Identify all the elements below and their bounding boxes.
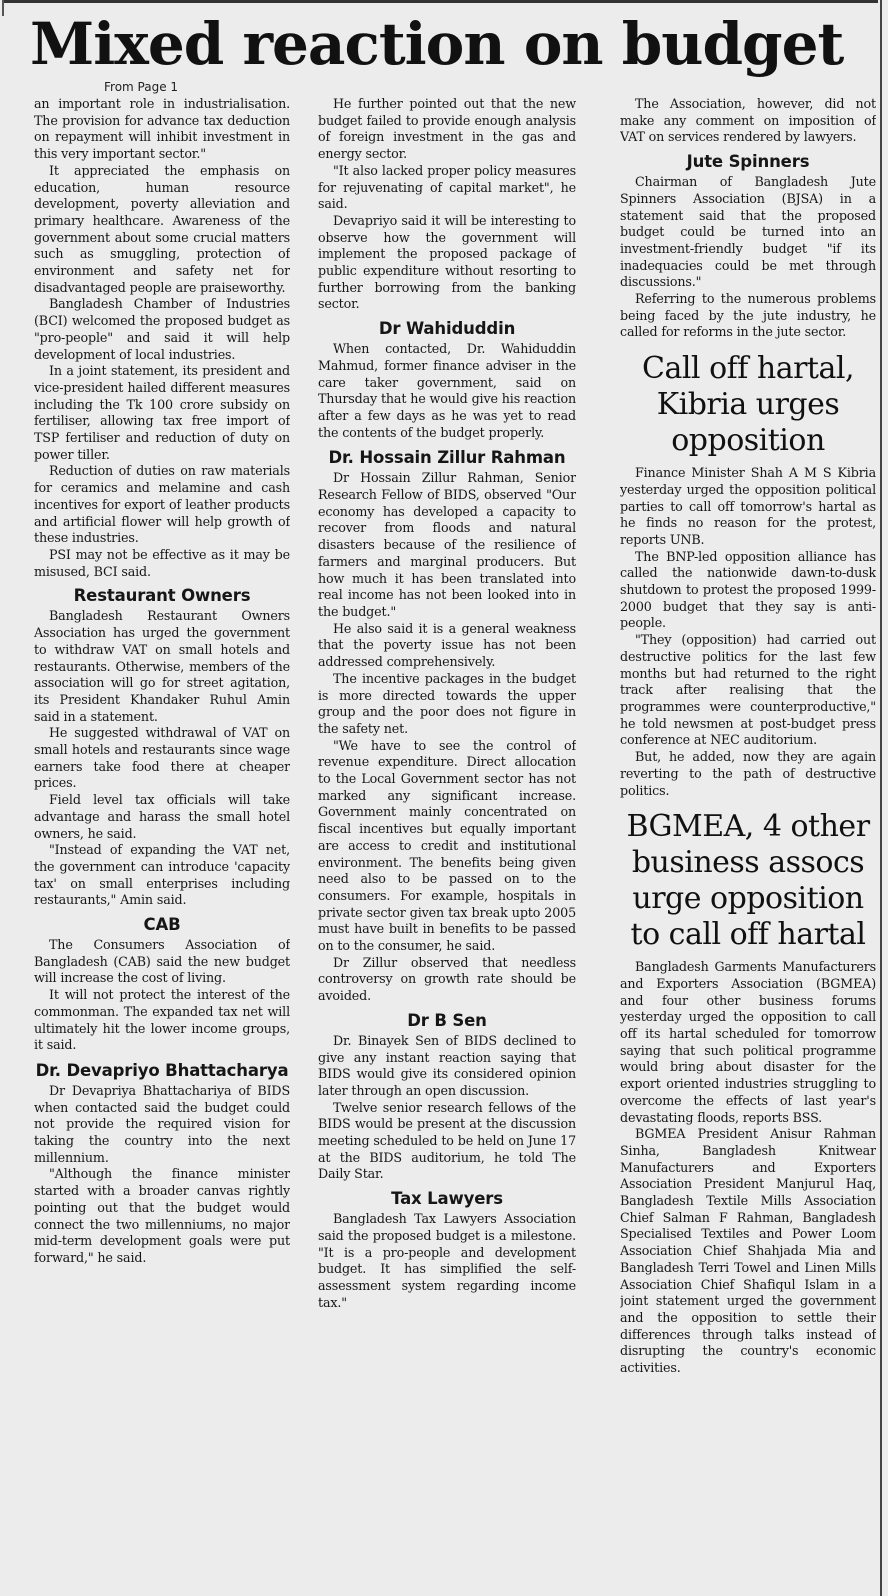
paragraph: Dr Zillur observed that needless controversy on growth rate should be avoided. [318,954,576,1004]
paragraph: The Association, however, did not make any comment on imposition of VAT on services rendered by lawyers. [620,96,876,145]
paragraph: The BNP-led opposition alliance has called the nationwide dawn-to-dusk shutdown to protest the proposed 1999-2000 budget that they say is anti-people. [620,548,876,631]
paragraph: Dr. Binayek Sen of BIDS declined to give any instant reaction saying that BIDS would give its considered opinion later through an open discussion. [318,1032,576,1098]
paragraph: "Instead of expanding the VAT net, the government can introduce 'capacity tax' on small enterprises including restaurants," Amin said. [34,842,290,908]
paragraph: Referring to the numerous problems being faced by the jute industry, he called for reforms in the jute sector. [620,291,876,340]
paragraph: "We have to see the control of revenue expenditure. Direct allocation to the Local Government sector has not marked any significant increase. Government mainly concentrated on fiscal incentives but equally important are access to credit and institutional environment. The benefits being given need also to be passed on to the consumers. For example, hospitals in private sector given tax break upto 2005 must have built in benefits to be passed on to the consumer, he said. [318,737,576,954]
paragraph: Twelve senior research fellows of the BIDS would be present at the discussion meeting scheduled to be held on June 17 at the BIDS auditorium, he told The Daily Star. [318,1099,576,1182]
subheading-jute-spinners: Jute Spinners [686,152,810,172]
from-page-label: From Page 1 [104,80,179,94]
paragraph: Field level tax officials will take advantage and harass the small hotel owners, he said. [34,792,290,841]
paragraph: Bangladesh Restaurant Owners Association has urged the government to withdraw VAT on small hotels and restaurants. Otherwise, members of the association will go for street agitation, its President Khandaker Ruhul Amin said in a statement. [34,608,290,724]
paragraph: He also said it is a general weakness that the poverty issue has not been addressed comprehensively. [318,620,576,670]
column-3 [620,96,876,1590]
paragraph: "Although the finance minister started with a broader canvas rightly pointing out that the budget would connect the two millenniums, no major mid-term development goals were put forward," he said. [34,1166,290,1265]
paragraph: Devapriyo said it will be interesting to observe how the government will implement the proposed package of public expenditure without resorting to further borrowing from the banking sector. [318,212,576,312]
paragraph: It will not protect the interest of the commonman. The expanded tax net will ultimately hit the lower income groups, it said. [34,987,290,1053]
paragraph: "It also lacked proper policy measures for rejuvenating of capital market", he said. [318,162,576,212]
page-headline: Mixed reaction on budget [30,10,844,78]
left-rule [2,0,4,16]
paragraph: "They (opposition) had carried out destructive politics for the last few months but had returned to the right track after realising that the programmes were counterproductive," he told newsmen at post-budget press conference at NEC auditorium. [620,632,876,748]
column-2 [318,96,576,1590]
related-headline-hartal: Call off hartal, Kibria urges opposition [642,351,854,459]
subheading-devapriyo: Dr. Devapriyo Bhattacharya [35,1060,289,1080]
top-rule [2,0,878,3]
paragraph: He further pointed out that the new budget failed to provide enough analysis of foreign investment in the gas and energy sector. [318,96,576,162]
paragraph: Finance Minister Shah A M S Kibria yesterday urged the opposition political parties to call off tomorrow's hartal as he finds no reason for the protest, reports UNB. [620,465,876,547]
paragraph: Bangladesh Garments Manufacturers and Exporters Association (BGMEA) and four other business forums yesterday urged the opposition to call off its hartal scheduled for tomorrow saying that such political programme would bring about disaster for the export oriented industries struggling to overcome the effects of last year's devastating floods, reports BSS. [620,959,876,1125]
paragraph: Bangladesh Chamber of Industries (BCI) welcomed the proposed budget as "pro-people" and said it will help development of local industries. [34,296,290,362]
paragraph: an important role in industrialisation. The provision for advance tax deduction on repayment will inhibit investment in this very important sector." [34,96,290,162]
subheading-cab: CAB [143,915,181,935]
subheading-zillur-rahman: Dr. Hossain Zillur Rahman [328,448,566,468]
paragraph: BGMEA President Anisur Rahman Sinha, Bangladesh Knitwear Manufacturers and Exporters Association President Manjurul Haq, Bangladesh Textile Mills Association Chief Salman F Rahman, Bangladesh Specialised Textiles and Power Loom Association Chief Shahjada Mia and Bangladesh Terri Towel and Linen Mills Association Chief Shafiqul Islam in a joint statement urged the government and the opposition to settle their differences through talks instead of disrupting the country's economic activities. [620,1126,876,1376]
paragraph: Reduction of duties on raw materials for ceramics and melamine and cash incentives for export of leather products and artificial flower will help growth of these industries. [34,463,290,546]
paragraph: PSI may not be effective as it may be misused, BCI said. [34,546,290,579]
right-rule [880,0,882,1596]
paragraph: He suggested withdrawal of VAT on small hotels and restaurants since wage earners take food there at cheaper prices. [34,725,290,791]
related-headline-bgmea: BGMEA, 4 other business assocs urge opposition to call off hartal [626,809,870,953]
paragraph: When contacted, Dr. Wahiduddin Mahmud, former finance adviser in the care taker government, said on Thursday that he would give his reaction after a few days as he was yet to read the contents of the budget properly. [318,341,576,440]
paragraph: In a joint statement, its president and vice-president hailed different measures including the Tk 100 crore subsidy on fertiliser, allowing tax free import of TSP fertiliser and reduction of duty on power tiller. [34,363,290,462]
paragraph: But, he added, now they are again reverting to the path of destructive politics. [620,749,876,798]
subheading-b-sen: Dr B Sen [407,1010,487,1030]
paragraph: Dr Devapriya Bhattachariya of BIDS when contacted said the budget could not provide the required vision for taking the country into the next millennium. [34,1082,290,1165]
paragraph: The Consumers Association of Bangladesh (CAB) said the new budget will increase the cost of living. [34,937,290,986]
subheading-restaurant-owners: Restaurant Owners [73,586,251,606]
subheading-wahiduddin: Dr Wahiduddin [378,319,516,339]
subheading-tax-lawyers: Tax Lawyers [391,1189,503,1209]
paragraph: Chairman of Bangladesh Jute Spinners Association (BJSA) in a statement said that the proposed budget could be turned into an investment-friendly budget "if its inadequacies could be met through discussions." [620,174,876,290]
paragraph: It appreciated the emphasis on education, human resource development, poverty alleviation and primary healthcare. Awareness of the government about some crucial matters such as smuggling, protection of environment and safety net for disadvantaged people are praiseworthy. [34,162,290,295]
paragraph: Bangladesh Tax Lawyers Association said the proposed budget is a milestone. "It is a pro-people and development budget. It has simplified the self-assessment system regarding income tax." [318,1211,576,1310]
paragraph: The incentive packages in the budget is more directed towards the upper group and the poor does not figure in the safety net. [318,670,576,736]
paragraph: Dr Hossain Zillur Rahman, Senior Research Fellow of BIDS, observed "Our economy has developed a capacity to recover from floods and natural disasters because of the resilience of farmers and marginal producers. But how much it has been translated into real income has not been looked into in the budget." [318,470,576,619]
column-1 [34,96,290,1590]
